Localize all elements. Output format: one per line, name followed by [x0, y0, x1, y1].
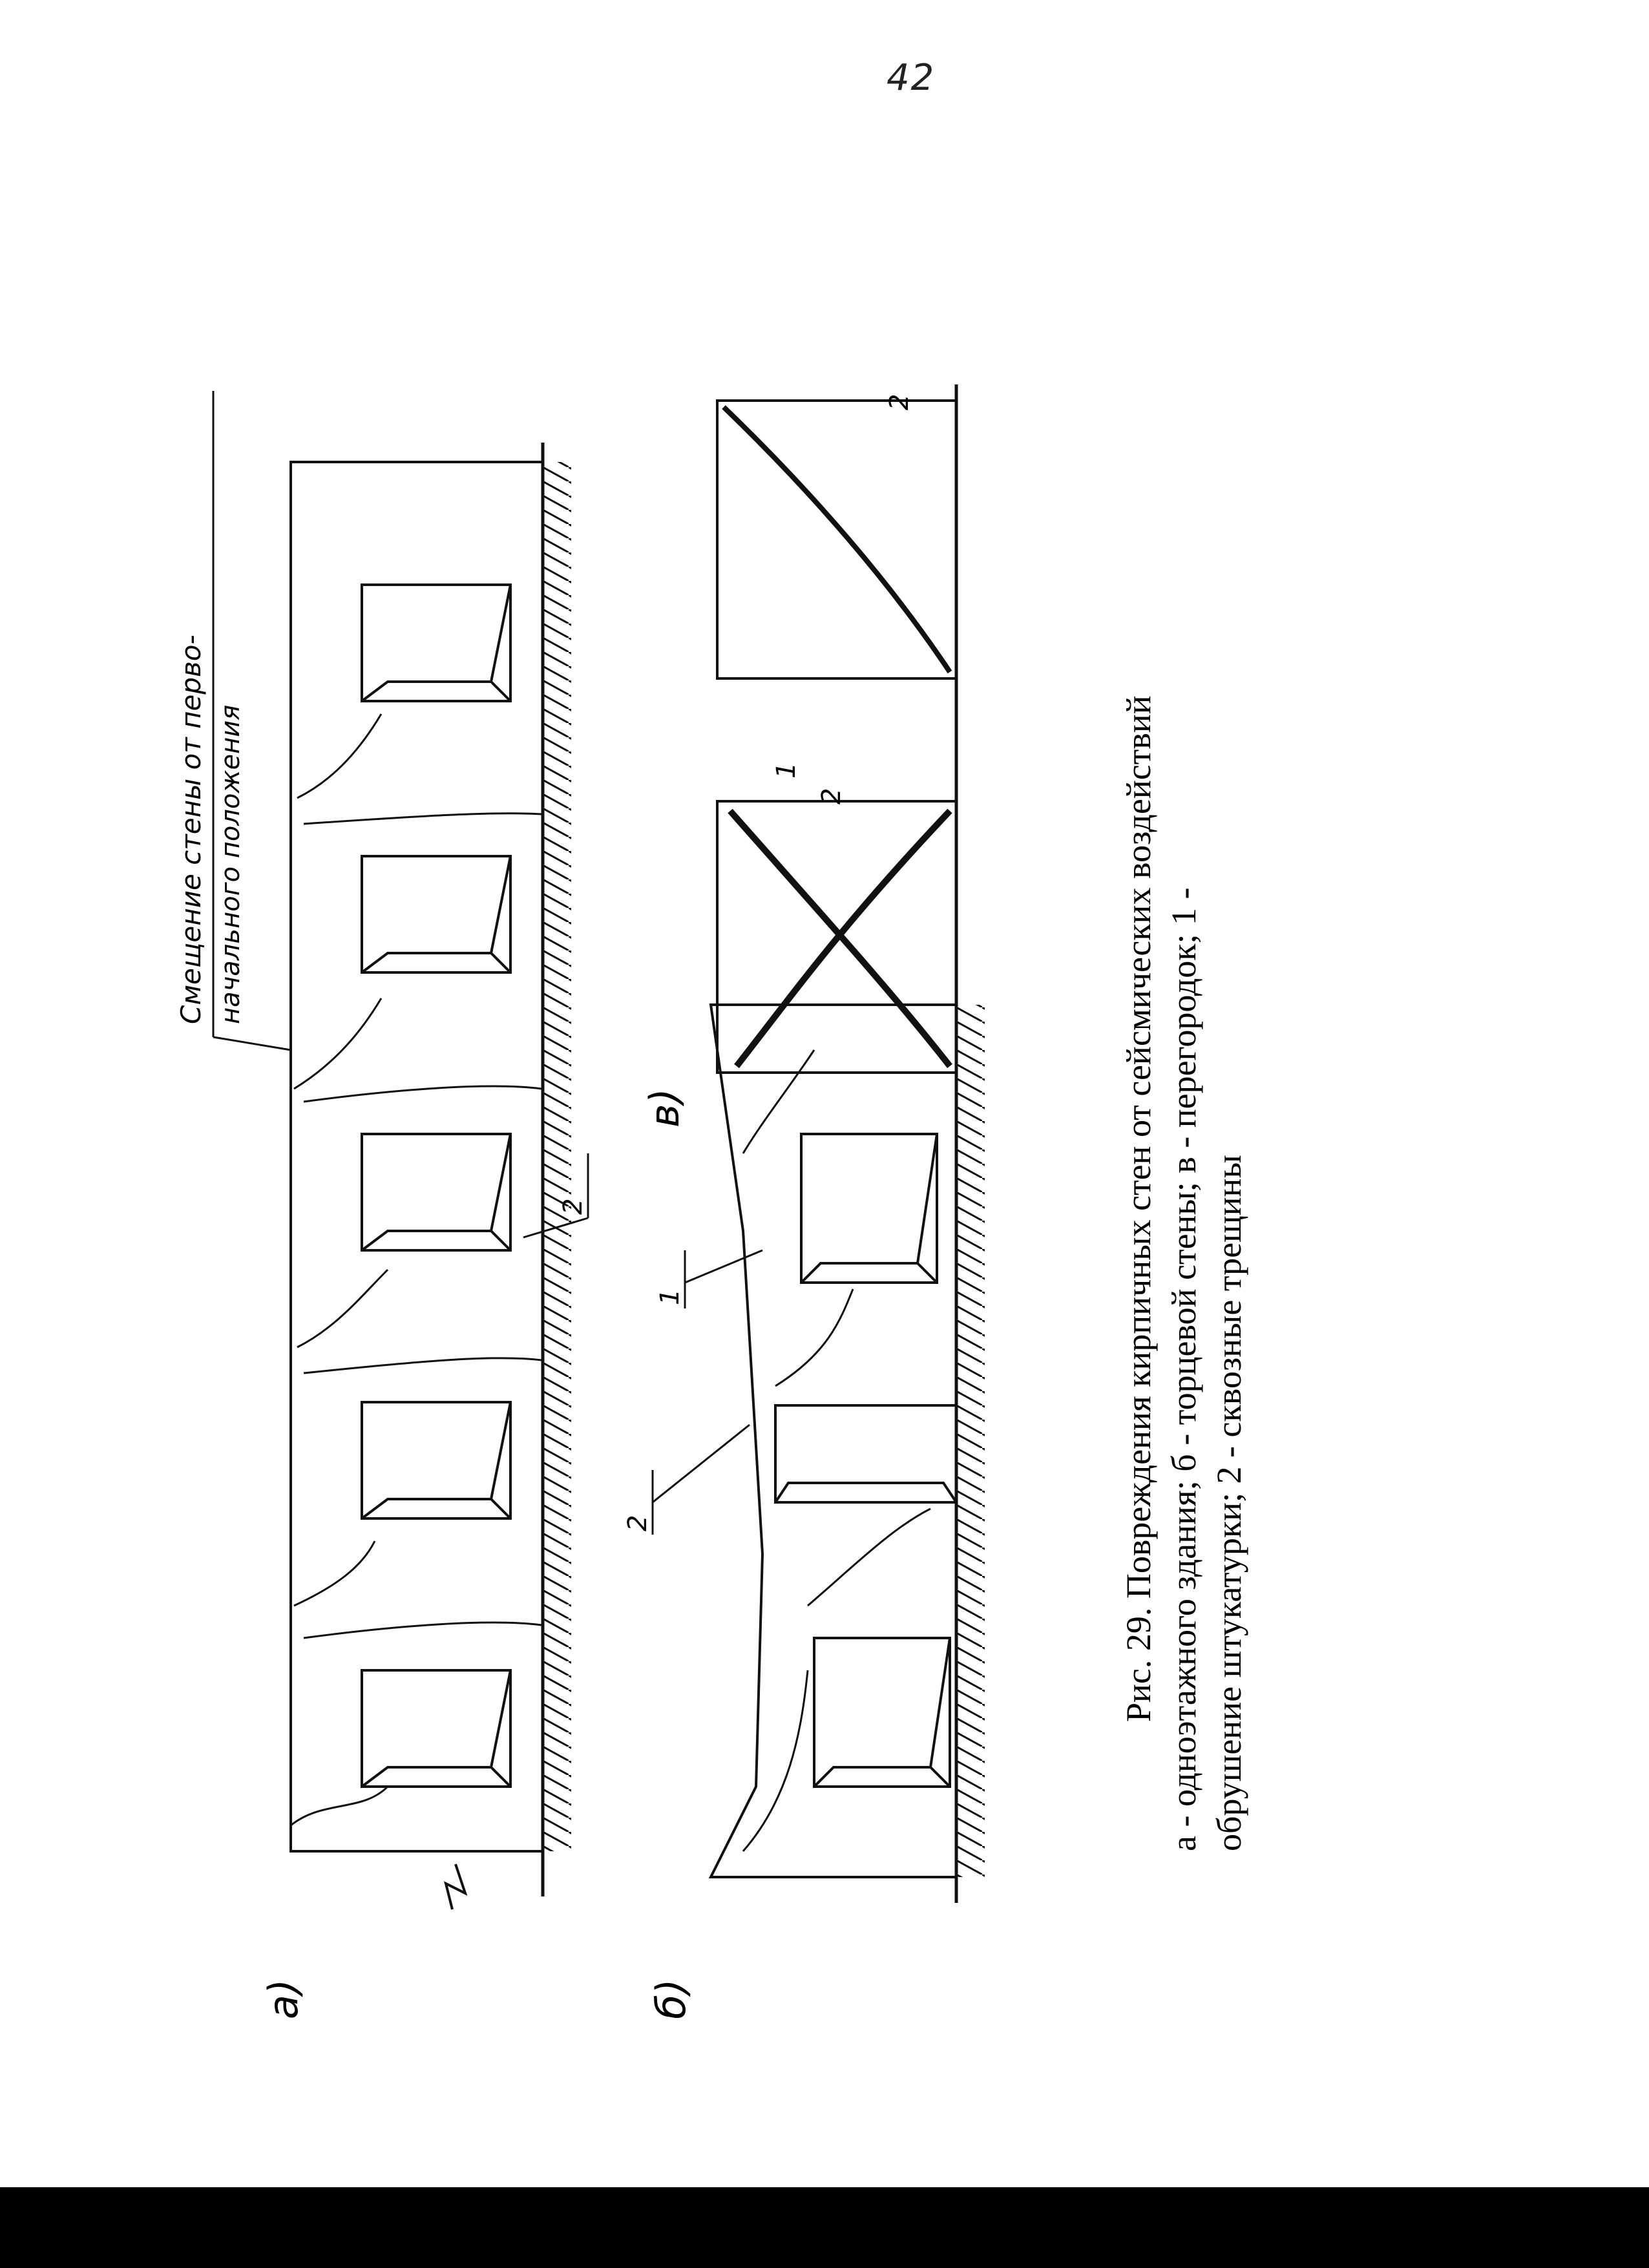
panel-v [641, 384, 956, 1128]
caption-line-3: обрушение штукатурки; 2 - сквозные трещины [1210, 1155, 1248, 1851]
panel-a-callout-2: 2 [558, 1198, 588, 1215]
panel-v-callout-right-2: 2 [885, 394, 914, 410]
panel-b-openings [775, 1134, 956, 1787]
panel-a-windows [362, 585, 510, 1787]
panel-v-label: в) [641, 1088, 688, 1128]
scan-bottom-band [0, 2187, 1649, 2268]
caption-line-2: а - одноэтажного здания; б - торцевой стены; в - перегородок; 1 - [1164, 887, 1203, 1851]
caption-line-1: Рис. 29. Повреждения кирпичных стен от сейсмических воздействий [1119, 695, 1158, 1722]
figure-caption [1119, 695, 1248, 1851]
panel-b-wall [711, 1005, 956, 1877]
panel-a-ground [544, 462, 571, 1851]
panel-a [175, 391, 588, 2019]
panel-v-callout-2: 2 [817, 788, 846, 804]
panel-a-annotation-line1: Смещение стены от перво- [175, 635, 207, 1024]
panel-b-cracks [743, 1050, 930, 1851]
panel-b-ground [958, 1005, 985, 1877]
panel-v-partition-2 [717, 401, 956, 678]
panel-b-label: б) [647, 1979, 695, 2019]
panel-a-annotation-line2: начального положения [216, 704, 246, 1024]
panel-b [623, 985, 985, 2019]
panel-a-label: а) [260, 1979, 307, 2019]
panel-v-callout-1: 1 [772, 762, 801, 779]
panel-b-callout-2: 2 [623, 1515, 653, 1531]
panel-a-cracks [291, 714, 541, 1825]
page-number: 42 [887, 57, 936, 99]
panel-b-callout-1: 1 [655, 1288, 685, 1305]
